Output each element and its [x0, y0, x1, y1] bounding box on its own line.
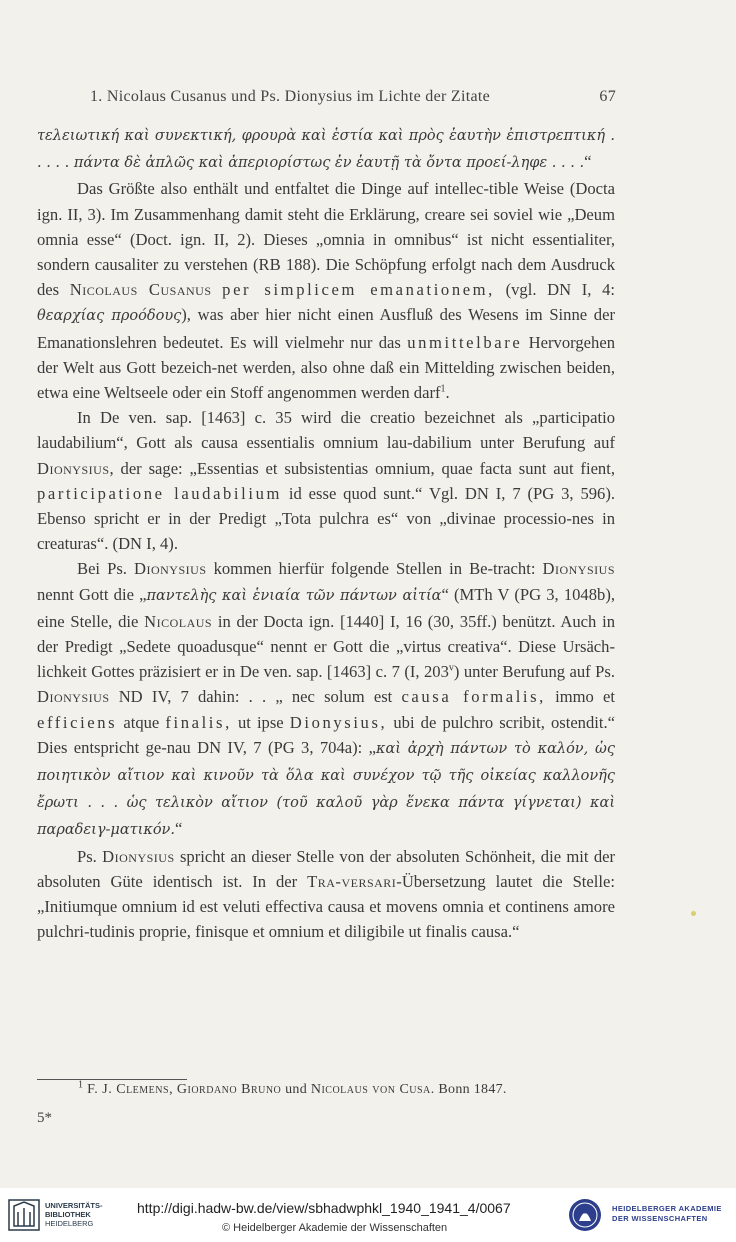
p4-text-g: ND IV, 7 dahin: . . „ [118, 687, 283, 707]
footnote-reference[interactable]: 1 [440, 383, 446, 395]
footnote-and: und [285, 1082, 308, 1097]
superscript-v: v [448, 662, 454, 674]
p3-text-a: In De ven. sap. [1463] c. 35 wird die creatio bezeichnet als „participatio laudabilium“, Gott als causa essentialis omnium lau-dabilium unter Berufung auf [37, 408, 615, 453]
name-nicolaus-cusanus: Nicolaus Cusanus [69, 280, 212, 300]
p2-text-c: ), was aber hier nicht einen Ausfluß des Wesens im Sinne der Emanationslehren bedeutet. Es will vielmehr nur das [37, 305, 615, 352]
name-dionysius: Dionysius [542, 559, 615, 579]
closing-quote-mark: “ [584, 152, 592, 172]
footnote [78, 1079, 618, 1098]
yellow-dot-mark [691, 911, 696, 916]
p3-text-c: id esse quod sunt.“ Vgl. DN I, 7 (PG 3, 596). Ebenso spricht er in der Predigt „Tota pulchra es“ von „divinae processio-nes in creaturas“. (DN I, 4). [37, 483, 616, 554]
university-library-logo-icon[interactable] [8, 1198, 40, 1232]
p5-text-b: spricht an dieser Stelle von der absoluten Schönheit, die mit der absoluten Güte identisch ist. In der [37, 846, 616, 891]
footnote-divider [37, 1079, 187, 1080]
spaced-efficiens: efficiens [37, 712, 118, 732]
p5-text-a: Ps. [77, 846, 97, 866]
p5-text-c: -Übersetzung lautet die Stelle: „Initiumque omnium id est veluti effectiva causa et movens omnia et continens amore pulchri-tudinis proprie, finisque et omnium et diligibile ut finalis causa.“ [37, 871, 615, 942]
greek-pantelēs: παντελὴς καὶ ἑνιαία τῶν πάντων αἰτία [146, 587, 442, 604]
signature-mark: 5* [37, 1110, 52, 1126]
p4-text-h: nec solum est [291, 687, 393, 707]
academy-line-2: DER WISSENSCHAFTEN [612, 1213, 708, 1223]
p4-text-k: ut ipse [237, 712, 284, 732]
closing-quote-mark: “ [174, 819, 183, 839]
p4-text-e: in der Docta ign. [1440] I, 16 (30, 35ff.) benützt. Auch in der Predigt „Sedete quoadusque“ nennt er Gott die „virtus creativa“. Diese Ursäch-lichkeit Gottes präzisiert er in De ven. sap. [1463] c. 7 (I, 203 [37, 611, 615, 682]
p2-text-b: (vgl. DN I, 4: [505, 280, 615, 300]
greek-quote: τελειωτική καὶ συνεκτική, φρουρὰ καὶ ἑστία καὶ πρὸς ἑαυτὴν ἐπιστρεπτική . . . . . πάντα δὲ ἀπλῶς καὶ ἀπεριορίστως ἐν ἑαυτῇ τὰ ὄντα προεί-ληφε . . . . [37, 128, 615, 172]
footnote-title-b: Nicolaus von Cusa [310, 1082, 431, 1097]
paragraph-greek-quote [37, 122, 615, 176]
academy-line-1: HEIDELBERGER AKADEMIE [612, 1204, 722, 1213]
name-dionysius: Dionysius [134, 559, 207, 579]
p4-text-b: kommen hierfür folgende Stellen in Be-tracht: [213, 559, 536, 579]
spaced-finalis: finalis, [165, 712, 232, 732]
greek-arche-panton: καὶ ἀρχὴ πάντων τὸ καλόν, ὡς ποιητικὸν αἴτιον καὶ κινοῦν τὰ ὅλα καὶ συνέχον τῷ τῆς οἰκείας καλλονῆς ἔρωτι . . . ὡς τελικὸν αἴτιον (τοῦ καλοῦ γὰρ ἕνεκα πάντα γίγνεται) καὶ παραδειγ-ματικόν. [37, 740, 615, 839]
digitization-footer [0, 1188, 736, 1242]
paragraph-2 [37, 176, 615, 405]
p4-text-l: ubi de pulchro scribit, ostendit.“ Dies entspricht ge-nau DN IV, 7 (PG 3, 704a): „ [37, 712, 616, 757]
footnote-title-a: Giordano Bruno [176, 1082, 282, 1097]
greek-thearchias: θεαρχίας προόδους [37, 308, 182, 325]
footnote-author: F. J. Clemens, [87, 1082, 174, 1097]
footnote-number: 1 [78, 1079, 84, 1091]
spaced-dionysius: Dionysius, [289, 712, 388, 732]
p3-text-b: , der sage: „Essentias et subsistentias omnium, quae facta sunt aut fient, [109, 458, 615, 478]
main-text [37, 122, 615, 945]
running-head [90, 88, 616, 106]
name-traversari: Tra-versari [307, 871, 397, 891]
name-dionysius: Dionysius [102, 846, 175, 866]
spaced-causa-formalis: causa formalis, [401, 687, 546, 707]
footnote-place: . Bonn 1847. [430, 1082, 507, 1097]
library-line-3: HEIDELBERG [45, 1219, 94, 1228]
spaced-emanationem: per simplicem emanationem, [222, 280, 495, 300]
paragraph-4 [37, 556, 615, 843]
paragraph-5 [37, 844, 615, 945]
p2-text-a: Das Größte also enthält und entfaltet die Dinge auf intellec-tible Weise (Docta ign. II, 3). Im Zusammenhang damit steht die Erklärung, creare sei soviel wie „Deum omnia esse“ (Doct. ign. II, 2). Dieses „omnia in omnibus“ ist nicht essentialiter, sondern causaliter zu verstehen (RB 188). Die Schöpfung erfolgt nach dem Ausdruck des [37, 179, 615, 300]
spaced-unmittelbare: unmittelbare [407, 332, 523, 352]
p2-text-d: Hervorgehen der Welt aus Gott bezeich-net werden, also ohne daß ein Mittelding zwischen beiden, etwa eine Weltseele oder ein Stoff angenommen werden darf [37, 332, 615, 403]
academy-name [612, 1204, 722, 1223]
name-dionysius: Dionysius [37, 458, 110, 478]
p4-text-i: immo et [555, 687, 616, 707]
paragraph-3 [37, 405, 615, 556]
spaced-participatione: participatione laudabilium [37, 483, 282, 503]
name-nicolaus: Nicolaus [144, 611, 213, 631]
p4-text-f: ) unter Berufung auf Ps. [453, 662, 615, 682]
p4-text-a: Bei Ps. [77, 559, 127, 579]
library-line-2: BIBLIOTHEK [45, 1210, 91, 1219]
running-head-title: 1. Nicolaus Cusanus und Ps. Dionysius im Lichte der Zitate [90, 88, 491, 105]
p2-text-e: . [445, 383, 450, 403]
copyright-notice: © Heidelberger Akademie der Wissenschaften [222, 1222, 448, 1234]
page-number: 67 [599, 88, 616, 105]
name-dionysius: Dionysius [37, 687, 110, 707]
library-name [45, 1201, 103, 1228]
p4-text-j: atque [123, 712, 160, 732]
library-line-1: UNIVERSITÄTS- [45, 1201, 103, 1210]
academy-seal-icon[interactable] [567, 1197, 603, 1233]
permalink-url[interactable]: http://digi.hadw-bw.de/view/sbhadwphkl_1940_1941_4/0067 [137, 1200, 511, 1216]
p4-text-d: “ (MTh V (PG 3, 1048b), eine Stelle, die [37, 584, 616, 631]
p4-text-c: nennt Gott die „ [37, 584, 147, 604]
